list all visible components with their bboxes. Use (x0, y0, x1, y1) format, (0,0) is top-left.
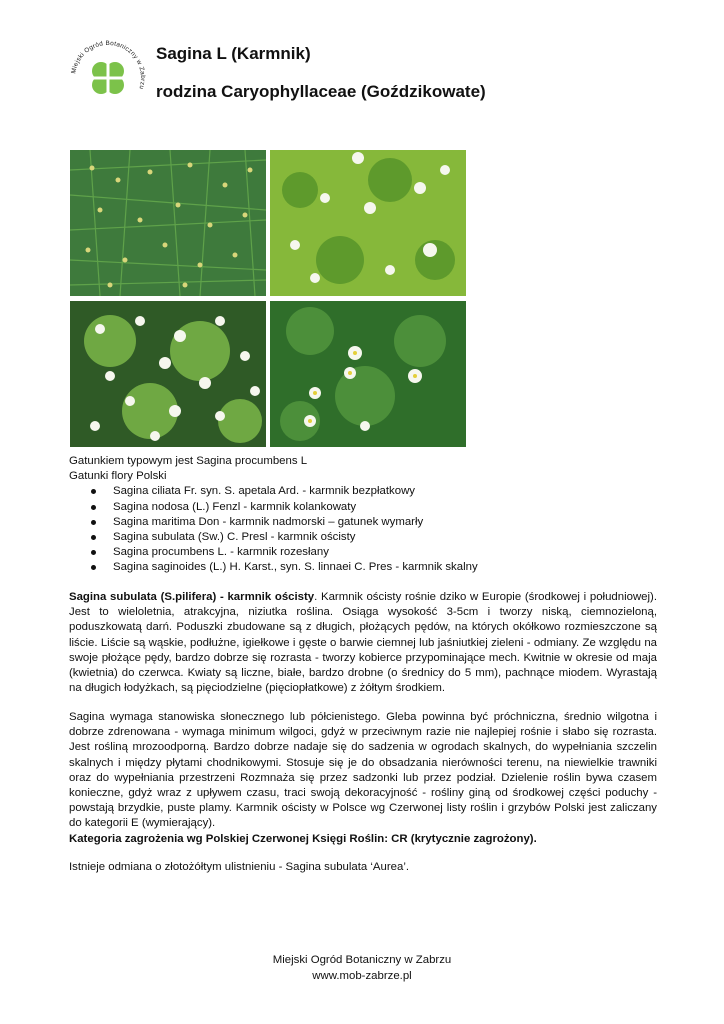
moss-buds-photo (70, 150, 266, 296)
clover-icon (92, 62, 124, 94)
description-lead: Sagina subulata (S.pilifera) - karmnik ościsty (69, 591, 315, 603)
aurea-note: Istnieje odmiana o złotożółtym ulistnieniu - Sagina subulata ‘Aurea’. (69, 861, 410, 873)
list-item: Sagina procumbens L. - karmnik rozesłany (69, 545, 657, 560)
flora-heading: Gatunki flory Polski (69, 470, 167, 483)
threat-category: Kategoria zagrożenia wg Polskiej Czerwonej Księgi Roślin: CR (krytycznie zagrożony). (69, 832, 537, 845)
list-item: Sagina saginoides (L.) H. Karst., syn. S. linnaei C. Pres - karmnik skalny (69, 560, 657, 575)
single-flowers-photo (270, 301, 466, 447)
species-list (69, 484, 657, 575)
page-subtitle: rodzina Caryophyllaceae (Goździkowate) (156, 82, 486, 101)
white-flowers-photo (70, 301, 266, 447)
species-intro (69, 454, 657, 576)
svg-text:Miejski Ogród Botaniczny w Zab: Miejski Ogród Botaniczny w Zabrzu (70, 39, 147, 91)
page-title: Sagina L (Karmnik) (156, 44, 311, 63)
flowering-moss-photo (270, 150, 466, 296)
description-paragraph (69, 590, 657, 696)
list-item: Sagina subulata (Sw.) C. Presl - karmnik ościsty (69, 530, 657, 545)
care-body: Sagina wymaga stanowiska słonecznego lub półcienistego. Gleba powinna być próchniczna, średnio wilgotna i dobrze zdrenowana - wymaga minimum wilgoci, gdyż w przeciwnym razie nie najlepiej rośnie i słabo się rozrasta. Jest rośliną mrozoodporną. Bardzo dobrze nadaje się do sadzenia w ogrodach skalnych, do wypełniania szczelin skalnych i między płytami chodnikowymi. Stosuje się je do obsadzania nierówności terenu, na niewielkie trawniki oraz do wypełniania przestrzeni Rozmnaża się przez sadzonki lub przez podział. Dzielenie roślin bywa czasem konieczne, gdyż wraz z upływem czasu, traci swoją dekoracyjność - rośliny giną od środkowej części poduchy - powstają brzydkie, puste plamy. Karmnik ościsty w Polsce wg Czerwonej listy roślin i grzybów Polski jest zaliczany do kategorii E (wymierający). (69, 711, 657, 830)
description-body: . Karmnik ościsty rośnie dziko w Europie (środkowej i południowej). Jest to wieloletnia, atrakcyjna, niziutka roślina. Osiąga wysokość 3-5cm i tworzy niską, ciemnozieloną, poduszkowatą darń. Poduszki zbudowane są z długich, płożących pędów, na których okółkowo rozmieszczone są liście. Liście są wąskie, podłużne, igiełkowe i gęste o barwie ciemnej lub jaśniutkiej zieleni - odmiany. Ze względu na swoje płożące pędy, bardzo dobrze się rozrasta - tworzy kobierce przypominające mech. Kwitnie w okresie od maja (kwietnia) do czerwca. Kwiaty są liczne, białe, bardzo drobne (o średnicy do 5 mm), pachnące miodem. Wyrastają na długich łodyżkach, są pięciodzielne (pięciopłatkowe) z żółtym środkiem. (69, 591, 657, 695)
list-item: Sagina ciliata Fr. syn. S. apetala Ard. - karmnik bezpłatkowy (69, 484, 657, 499)
list-item: Sagina nodosa (L.) Fenzl - karmnik kolankowaty (69, 500, 657, 515)
footer-name: Miejski Ogród Botaniczny w Zabrzu (272, 954, 452, 966)
footer (0, 952, 724, 984)
care-paragraph (69, 710, 657, 847)
footer-url: www.mob-zabrze.pl (312, 970, 412, 982)
type-species-line: Gatunkiem typowym jest Sagina procumbens L (69, 455, 308, 467)
list-item: Sagina maritima Don - karmnik nadmorski – gatunek wymarły (69, 515, 657, 530)
garden-logo (68, 38, 148, 118)
